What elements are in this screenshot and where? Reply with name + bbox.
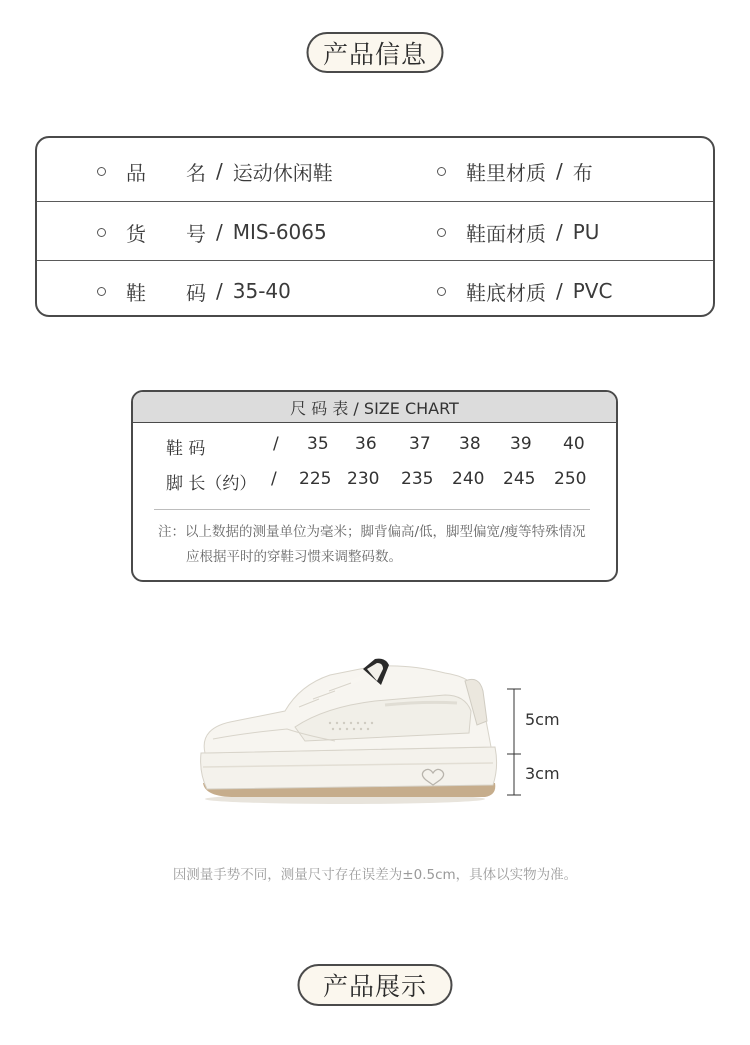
separator: /: [216, 220, 223, 244]
bullet-icon: [437, 167, 446, 176]
info-cell-sku: [97, 202, 327, 262]
info-row: [37, 201, 713, 262]
upper-height-label: 5cm: [525, 710, 560, 729]
size-cell: 38: [459, 434, 481, 454]
sneaker-illustration: [195, 655, 505, 810]
info-label: 鞋底材质: [466, 280, 546, 305]
sole-height-label: 3cm: [525, 764, 560, 783]
length-row-label: 脚 长（约）: [166, 474, 257, 494]
info-value: PVC: [572, 279, 613, 303]
bullet-icon: [437, 228, 446, 237]
size-cell: 36: [355, 434, 377, 454]
length-cell: 245: [503, 469, 536, 489]
separator: /: [556, 279, 563, 303]
length-cell: 225: [299, 469, 332, 489]
length-cell: 250: [554, 469, 587, 489]
length-cell: 230: [347, 469, 380, 489]
measurement-lines: [504, 688, 524, 798]
size-chart-title: 尺 码 表 / SIZE CHART: [133, 392, 616, 423]
info-value: MIS-6065: [232, 220, 327, 244]
size-cell: 39: [510, 434, 532, 454]
size-note-line: 注：以上数据的测量单位为毫米；脚背偏高/低，脚型偏宽/瘦等特殊情况: [158, 524, 586, 540]
separator: /: [271, 469, 277, 489]
length-cell: 235: [401, 469, 434, 489]
info-value: 运动休闲鞋: [232, 160, 333, 185]
size-cell: 40: [563, 434, 585, 454]
bullet-icon: [97, 287, 106, 296]
size-row: [133, 430, 616, 460]
measurement-guide: [504, 688, 574, 798]
separator: /: [273, 434, 279, 454]
chart-divider: [154, 509, 590, 510]
separator: /: [556, 159, 563, 183]
size-row-label: 鞋 码: [166, 439, 206, 459]
info-cell-sole: [437, 261, 612, 321]
info-label: 鞋面材质: [466, 221, 546, 246]
size-chart: [131, 390, 618, 582]
info-label: 鞋里材质: [466, 160, 546, 185]
length-cell: 240: [452, 469, 485, 489]
info-value: 布: [572, 160, 593, 185]
info-cell-name: [97, 141, 333, 201]
size-cell: 37: [409, 434, 431, 454]
bullet-icon: [97, 228, 106, 237]
length-row: [133, 465, 616, 495]
size-cell: 35: [307, 434, 329, 454]
info-row: [37, 260, 713, 321]
product-info-title: 产品信息: [307, 32, 444, 73]
separator: /: [216, 159, 223, 183]
size-note-line: 应根据平时的穿鞋习惯来调整码数。: [186, 549, 402, 565]
size-note: [158, 520, 598, 570]
info-cell-lining: [437, 141, 593, 201]
measurement-disclaimer: 因测量手势不同，测量尺寸存在误差为±0.5cm，具体以实物为准。: [172, 867, 578, 883]
info-cell-upper: [437, 202, 599, 262]
bullet-icon: [97, 167, 106, 176]
product-info-table: [35, 136, 715, 317]
info-value: 35-40: [232, 279, 291, 303]
shoe-image: [195, 655, 505, 810]
info-label: 货 号: [126, 221, 206, 246]
bullet-icon: [437, 287, 446, 296]
product-display-title: 产品展示: [298, 964, 453, 1006]
info-cell-size: [97, 261, 291, 321]
separator: /: [556, 220, 563, 244]
info-value: PU: [572, 220, 600, 244]
info-label: 鞋 码: [126, 280, 206, 305]
info-row: [37, 141, 713, 201]
separator: /: [216, 279, 223, 303]
info-label: 品 名: [126, 160, 206, 185]
